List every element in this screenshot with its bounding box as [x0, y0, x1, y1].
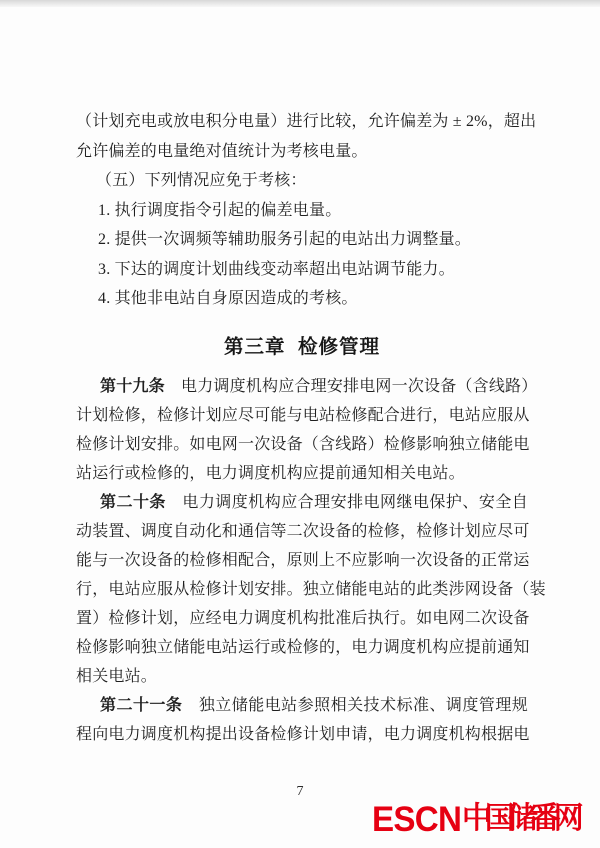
- escn-logo-latin-text: ESCN: [372, 799, 462, 839]
- text-line: [76, 372, 538, 401]
- text-line: [76, 401, 528, 430]
- document-body: [76, 107, 546, 749]
- line-text: 3. 下达的调度计划曲线变动率超出电站调节能力。: [98, 260, 455, 278]
- text-line: [76, 488, 528, 517]
- text-line: [76, 166, 528, 196]
- text-line: [76, 255, 528, 285]
- text-line: [76, 546, 528, 575]
- page-number: 7: [296, 784, 304, 799]
- paragraph-block-articles: [76, 372, 546, 749]
- text-line: [76, 575, 546, 604]
- text-line: [76, 604, 528, 633]
- scan-edge-artifact: [0, 0, 600, 7]
- text-line: [76, 633, 528, 662]
- line-text: （五）下列情况应免于考核：: [96, 172, 307, 189]
- article-number-prefix: 第二十条: [100, 494, 166, 511]
- paragraph-block-continuation: [76, 107, 537, 314]
- line-text: 相关电站。: [76, 668, 158, 685]
- escn-logo-cjk-text: 中国储番网: [461, 802, 577, 835]
- line-text: 4. 其他非电站自身原因造成的考核。: [98, 290, 358, 307]
- text-line: [76, 662, 528, 691]
- line-text: 置）检修计划，应经电力调度机构批准后执行。如电网二次设备: [76, 610, 530, 627]
- article-number-prefix: 第十九条: [100, 378, 165, 395]
- line-text: 行，电站应服从检修计划安排。独立储能电站的此类涉网设备（装: [76, 581, 546, 598]
- line-text: 程向电力调度机构提出设备检修计划申请，电力调度机构根据电: [76, 726, 530, 743]
- text-line: [76, 691, 528, 720]
- line-text: 能与一次设备的检修相配合，原则上不应影响一次设备的正常运: [76, 552, 530, 569]
- article-number-prefix: 第二十一条: [100, 697, 183, 714]
- text-line: [76, 225, 528, 255]
- line-text: 独立储能电站参照相关技术标准、调度管理规: [182, 697, 528, 714]
- line-text: 2. 提供一次调频等辅助服务引起的电站出力调整量。: [98, 231, 472, 248]
- line-text: （计划充电或放电积分电量）进行比较，允许偏差为 ± 2%，超出: [76, 113, 537, 130]
- text-line: [76, 284, 528, 314]
- text-line: [76, 137, 528, 167]
- text-line: [76, 430, 528, 459]
- escn-logo: [372, 799, 577, 839]
- text-line: [76, 517, 528, 546]
- line-text: 检修计划安排。如电网一次设备（含线路）检修影响独立储能电: [76, 436, 530, 453]
- chapter-heading: 第三章 检修管理: [224, 335, 380, 358]
- line-text: 电力调度机构应合理安排电网一次设备（含线路）: [164, 378, 538, 395]
- text-line: [76, 107, 537, 137]
- line-text: 站运行或检修的，电力调度机构应提前通知相关电站。: [76, 465, 465, 482]
- line-text: 允许偏差的电量绝对值统计为考核电量。: [76, 142, 368, 160]
- line-text: 电力调度机构应合理安排电网继电保护、安全自: [165, 494, 528, 511]
- text-line: [76, 196, 528, 226]
- line-text: 动装置、调度自动化和通信等二次设备的检修，检修计划应尽可: [76, 523, 530, 540]
- line-text: 1. 执行调度指令引起的偏差电量。: [98, 201, 342, 219]
- line-text: 计划检修，检修计划应尽可能与电站检修配合进行，电站应服从: [76, 407, 530, 424]
- text-line: [76, 720, 528, 749]
- text-line: [76, 459, 528, 488]
- line-text: 检修影响独立储能电站运行或检修的，电力调度机构应提前通知: [76, 639, 530, 656]
